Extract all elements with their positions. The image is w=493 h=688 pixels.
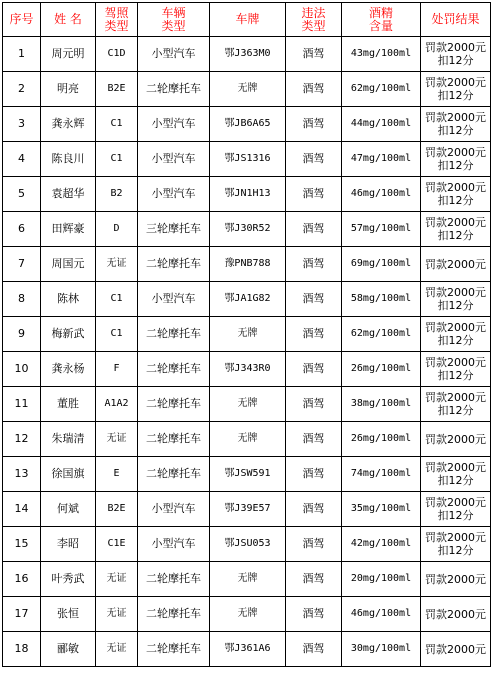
cell-vehicle: 小型汽车 — [138, 527, 210, 562]
penalty-fine: 罚款2000元 — [425, 461, 486, 474]
cell-plate: 豫PNB788 — [210, 247, 286, 282]
cell-alcohol: 35mg/100ml — [342, 492, 421, 527]
table-row — [3, 422, 491, 457]
cell-violation: 酒驾 — [286, 562, 342, 597]
cell-license: C1 — [96, 317, 138, 352]
cell-penalty — [421, 527, 491, 562]
cell-seq: 3 — [3, 107, 41, 142]
cell-name: 朱瑞清 — [41, 422, 96, 457]
cell-seq: 9 — [3, 317, 41, 352]
cell-violation: 酒驾 — [286, 37, 342, 72]
cell-plate: 鄂J39E57 — [210, 492, 286, 527]
cell-violation: 酒驾 — [286, 107, 342, 142]
cell-name: 龚永辉 — [41, 107, 96, 142]
cell-license: B2 — [96, 177, 138, 212]
cell-plate: 鄂JA1G82 — [210, 282, 286, 317]
table-row — [3, 177, 491, 212]
cell-vehicle: 二轮摩托车 — [138, 597, 210, 632]
cell-name: 陈良川 — [41, 142, 96, 177]
penalty-fine: 罚款2000元 — [425, 257, 486, 271]
cell-vehicle: 二轮摩托车 — [138, 247, 210, 282]
cell-penalty — [421, 142, 491, 177]
cell-alcohol: 43mg/100ml — [342, 37, 421, 72]
cell-seq: 16 — [3, 562, 41, 597]
cell-name: 徐国旗 — [41, 457, 96, 492]
cell-vehicle: 二轮摩托车 — [138, 72, 210, 107]
table-row — [3, 352, 491, 387]
penalty-fine: 罚款2000元 — [425, 181, 486, 194]
cell-violation: 酒驾 — [286, 177, 342, 212]
cell-license: 无证 — [96, 632, 138, 667]
cell-vehicle: 二轮摩托车 — [138, 352, 210, 387]
penalty-fine: 罚款2000元 — [425, 642, 486, 656]
cell-alcohol: 30mg/100ml — [342, 632, 421, 667]
penalty-points: 扣12分 — [437, 124, 474, 137]
cell-alcohol: 58mg/100ml — [342, 282, 421, 317]
cell-violation: 酒驾 — [286, 247, 342, 282]
cell-violation: 酒驾 — [286, 457, 342, 492]
cell-penalty — [421, 492, 491, 527]
cell-name: 龚永杨 — [41, 352, 96, 387]
cell-alcohol: 44mg/100ml — [342, 107, 421, 142]
cell-name: 董胜 — [41, 387, 96, 422]
cell-vehicle: 三轮摩托车 — [138, 212, 210, 247]
cell-violation: 酒驾 — [286, 492, 342, 527]
cell-violation: 酒驾 — [286, 212, 342, 247]
cell-plate: 鄂JB6A65 — [210, 107, 286, 142]
cell-penalty — [421, 317, 491, 352]
penalty-points: 扣12分 — [437, 404, 474, 417]
cell-alcohol: 69mg/100ml — [342, 247, 421, 282]
cell-vehicle: 小型汽车 — [138, 282, 210, 317]
table-row — [3, 527, 491, 562]
cell-plate: 无牌 — [210, 422, 286, 457]
cell-alcohol: 57mg/100ml — [342, 212, 421, 247]
cell-alcohol: 46mg/100ml — [342, 597, 421, 632]
cell-name: 周国元 — [41, 247, 96, 282]
cell-penalty — [421, 597, 491, 632]
cell-name: 叶秀武 — [41, 562, 96, 597]
cell-plate: 鄂J30R52 — [210, 212, 286, 247]
penalty-points: 扣12分 — [437, 509, 474, 522]
cell-name: 周元明 — [41, 37, 96, 72]
cell-plate: 无牌 — [210, 317, 286, 352]
table-row — [3, 492, 491, 527]
cell-plate: 鄂JSW591 — [210, 457, 286, 492]
header-alcohol-line1: 酒精 — [368, 5, 393, 20]
cell-seq: 6 — [3, 212, 41, 247]
penalty-fine: 罚款2000元 — [425, 41, 486, 54]
header-plate: 车牌 — [210, 3, 286, 37]
penalty-points: 扣12分 — [437, 194, 474, 207]
header-license-line1: 驾照 — [104, 5, 129, 20]
cell-license: C1 — [96, 107, 138, 142]
cell-seq: 8 — [3, 282, 41, 317]
violation-table-container — [2, 2, 491, 667]
cell-violation: 酒驾 — [286, 422, 342, 457]
header-vehicle — [138, 3, 210, 37]
header-license — [96, 3, 138, 37]
cell-alcohol: 26mg/100ml — [342, 352, 421, 387]
cell-name: 张恒 — [41, 597, 96, 632]
header-violation — [286, 3, 342, 37]
cell-alcohol: 38mg/100ml — [342, 387, 421, 422]
cell-license: 无证 — [96, 422, 138, 457]
cell-license: B2E — [96, 72, 138, 107]
penalty-fine: 罚款2000元 — [425, 607, 486, 621]
cell-penalty — [421, 107, 491, 142]
header-seq: 序号 — [3, 3, 41, 37]
cell-violation: 酒驾 — [286, 352, 342, 387]
cell-penalty — [421, 247, 491, 282]
penalty-points: 扣12分 — [437, 334, 474, 347]
cell-penalty — [421, 282, 491, 317]
penalty-points: 扣12分 — [437, 89, 474, 102]
table-row — [3, 387, 491, 422]
cell-violation: 酒驾 — [286, 72, 342, 107]
cell-seq: 4 — [3, 142, 41, 177]
cell-seq: 17 — [3, 597, 41, 632]
penalty-points: 扣12分 — [437, 159, 474, 172]
cell-vehicle: 二轮摩托车 — [138, 457, 210, 492]
table-row — [3, 142, 491, 177]
header-vehicle-line1: 车辆 — [161, 5, 186, 20]
penalty-fine: 罚款2000元 — [425, 286, 486, 299]
cell-vehicle: 小型汽车 — [138, 107, 210, 142]
header-alcohol-line2: 含量 — [368, 18, 393, 33]
header-row — [3, 3, 491, 37]
penalty-fine: 罚款2000元 — [425, 531, 486, 544]
cell-seq: 13 — [3, 457, 41, 492]
penalty-fine: 罚款2000元 — [425, 356, 486, 369]
cell-alcohol: 46mg/100ml — [342, 177, 421, 212]
cell-plate: 鄂J363M0 — [210, 37, 286, 72]
cell-alcohol: 42mg/100ml — [342, 527, 421, 562]
table-row — [3, 317, 491, 352]
cell-name: 李昭 — [41, 527, 96, 562]
violation-table — [2, 2, 491, 667]
table-body — [3, 37, 491, 667]
header-violation-line2: 类型 — [301, 18, 326, 33]
cell-penalty — [421, 457, 491, 492]
table-row — [3, 247, 491, 282]
cell-license: B2E — [96, 492, 138, 527]
cell-seq: 7 — [3, 247, 41, 282]
cell-seq: 12 — [3, 422, 41, 457]
cell-name: 田辉豪 — [41, 212, 96, 247]
cell-penalty — [421, 72, 491, 107]
table-row — [3, 72, 491, 107]
penalty-fine: 罚款2000元 — [425, 572, 486, 586]
cell-license: 无证 — [96, 562, 138, 597]
cell-license: E — [96, 457, 138, 492]
cell-penalty — [421, 352, 491, 387]
cell-seq: 2 — [3, 72, 41, 107]
penalty-points: 扣12分 — [437, 299, 474, 312]
cell-seq: 14 — [3, 492, 41, 527]
cell-plate: 无牌 — [210, 72, 286, 107]
cell-license: F — [96, 352, 138, 387]
cell-penalty — [421, 177, 491, 212]
cell-seq: 18 — [3, 632, 41, 667]
header-alcohol — [342, 3, 421, 37]
cell-vehicle: 二轮摩托车 — [138, 562, 210, 597]
cell-plate: 无牌 — [210, 387, 286, 422]
header-violation-line1: 违法 — [301, 5, 326, 20]
cell-violation: 酒驾 — [286, 317, 342, 352]
cell-alcohol: 62mg/100ml — [342, 72, 421, 107]
cell-violation: 酒驾 — [286, 597, 342, 632]
cell-license: 无证 — [96, 247, 138, 282]
penalty-fine: 罚款2000元 — [425, 432, 486, 446]
cell-seq: 11 — [3, 387, 41, 422]
cell-penalty — [421, 632, 491, 667]
table-row — [3, 457, 491, 492]
penalty-fine: 罚款2000元 — [425, 496, 486, 509]
penalty-fine: 罚款2000元 — [425, 76, 486, 89]
cell-license: D — [96, 212, 138, 247]
table-row — [3, 37, 491, 72]
cell-plate: 鄂JN1H13 — [210, 177, 286, 212]
cell-alcohol: 62mg/100ml — [342, 317, 421, 352]
table-row — [3, 562, 491, 597]
cell-seq: 15 — [3, 527, 41, 562]
penalty-points: 扣12分 — [437, 54, 474, 67]
table-row — [3, 597, 491, 632]
cell-name: 何斌 — [41, 492, 96, 527]
cell-violation: 酒驾 — [286, 142, 342, 177]
penalty-points: 扣12分 — [437, 369, 474, 382]
penalty-fine: 罚款2000元 — [425, 111, 486, 124]
cell-alcohol: 47mg/100ml — [342, 142, 421, 177]
header-name: 姓 名 — [41, 3, 96, 37]
cell-seq: 1 — [3, 37, 41, 72]
cell-license: C1 — [96, 282, 138, 317]
table-row — [3, 632, 491, 667]
penalty-fine: 罚款2000元 — [425, 391, 486, 404]
cell-license: C1 — [96, 142, 138, 177]
cell-vehicle: 小型汽车 — [138, 177, 210, 212]
cell-violation: 酒驾 — [286, 282, 342, 317]
cell-vehicle: 二轮摩托车 — [138, 632, 210, 667]
cell-violation: 酒驾 — [286, 632, 342, 667]
cell-plate: 鄂J361A6 — [210, 632, 286, 667]
cell-name: 郦敏 — [41, 632, 96, 667]
header-vehicle-line2: 类型 — [161, 18, 186, 33]
table-row — [3, 282, 491, 317]
penalty-fine: 罚款2000元 — [425, 146, 486, 159]
cell-plate: 鄂J343R0 — [210, 352, 286, 387]
cell-alcohol: 20mg/100ml — [342, 562, 421, 597]
penalty-points: 扣12分 — [437, 229, 474, 242]
cell-violation: 酒驾 — [286, 527, 342, 562]
header-result: 处罚结果 — [421, 3, 491, 37]
cell-vehicle: 二轮摩托车 — [138, 317, 210, 352]
cell-name: 明亮 — [41, 72, 96, 107]
cell-name: 袁超华 — [41, 177, 96, 212]
cell-vehicle: 小型汽车 — [138, 37, 210, 72]
cell-plate: 无牌 — [210, 597, 286, 632]
cell-license: 无证 — [96, 597, 138, 632]
penalty-points: 扣12分 — [437, 544, 474, 557]
cell-plate: 鄂JSU053 — [210, 527, 286, 562]
cell-plate: 无牌 — [210, 562, 286, 597]
cell-license: C1E — [96, 527, 138, 562]
table-row — [3, 107, 491, 142]
penalty-points: 扣12分 — [437, 474, 474, 487]
header-license-line2: 类型 — [104, 18, 129, 33]
cell-penalty — [421, 37, 491, 72]
cell-plate: 鄂JS1316 — [210, 142, 286, 177]
cell-violation: 酒驾 — [286, 387, 342, 422]
cell-penalty — [421, 422, 491, 457]
cell-vehicle: 小型汽车 — [138, 492, 210, 527]
cell-alcohol: 26mg/100ml — [342, 422, 421, 457]
penalty-fine: 罚款2000元 — [425, 321, 486, 334]
cell-vehicle: 小型汽车 — [138, 142, 210, 177]
table-row — [3, 212, 491, 247]
cell-penalty — [421, 212, 491, 247]
cell-seq: 5 — [3, 177, 41, 212]
cell-vehicle: 二轮摩托车 — [138, 422, 210, 457]
cell-alcohol: 74mg/100ml — [342, 457, 421, 492]
cell-penalty — [421, 387, 491, 422]
cell-license: A1A2 — [96, 387, 138, 422]
penalty-fine: 罚款2000元 — [425, 216, 486, 229]
cell-name: 梅新武 — [41, 317, 96, 352]
cell-vehicle: 二轮摩托车 — [138, 387, 210, 422]
cell-seq: 10 — [3, 352, 41, 387]
cell-penalty — [421, 562, 491, 597]
cell-name: 陈林 — [41, 282, 96, 317]
cell-license: C1D — [96, 37, 138, 72]
